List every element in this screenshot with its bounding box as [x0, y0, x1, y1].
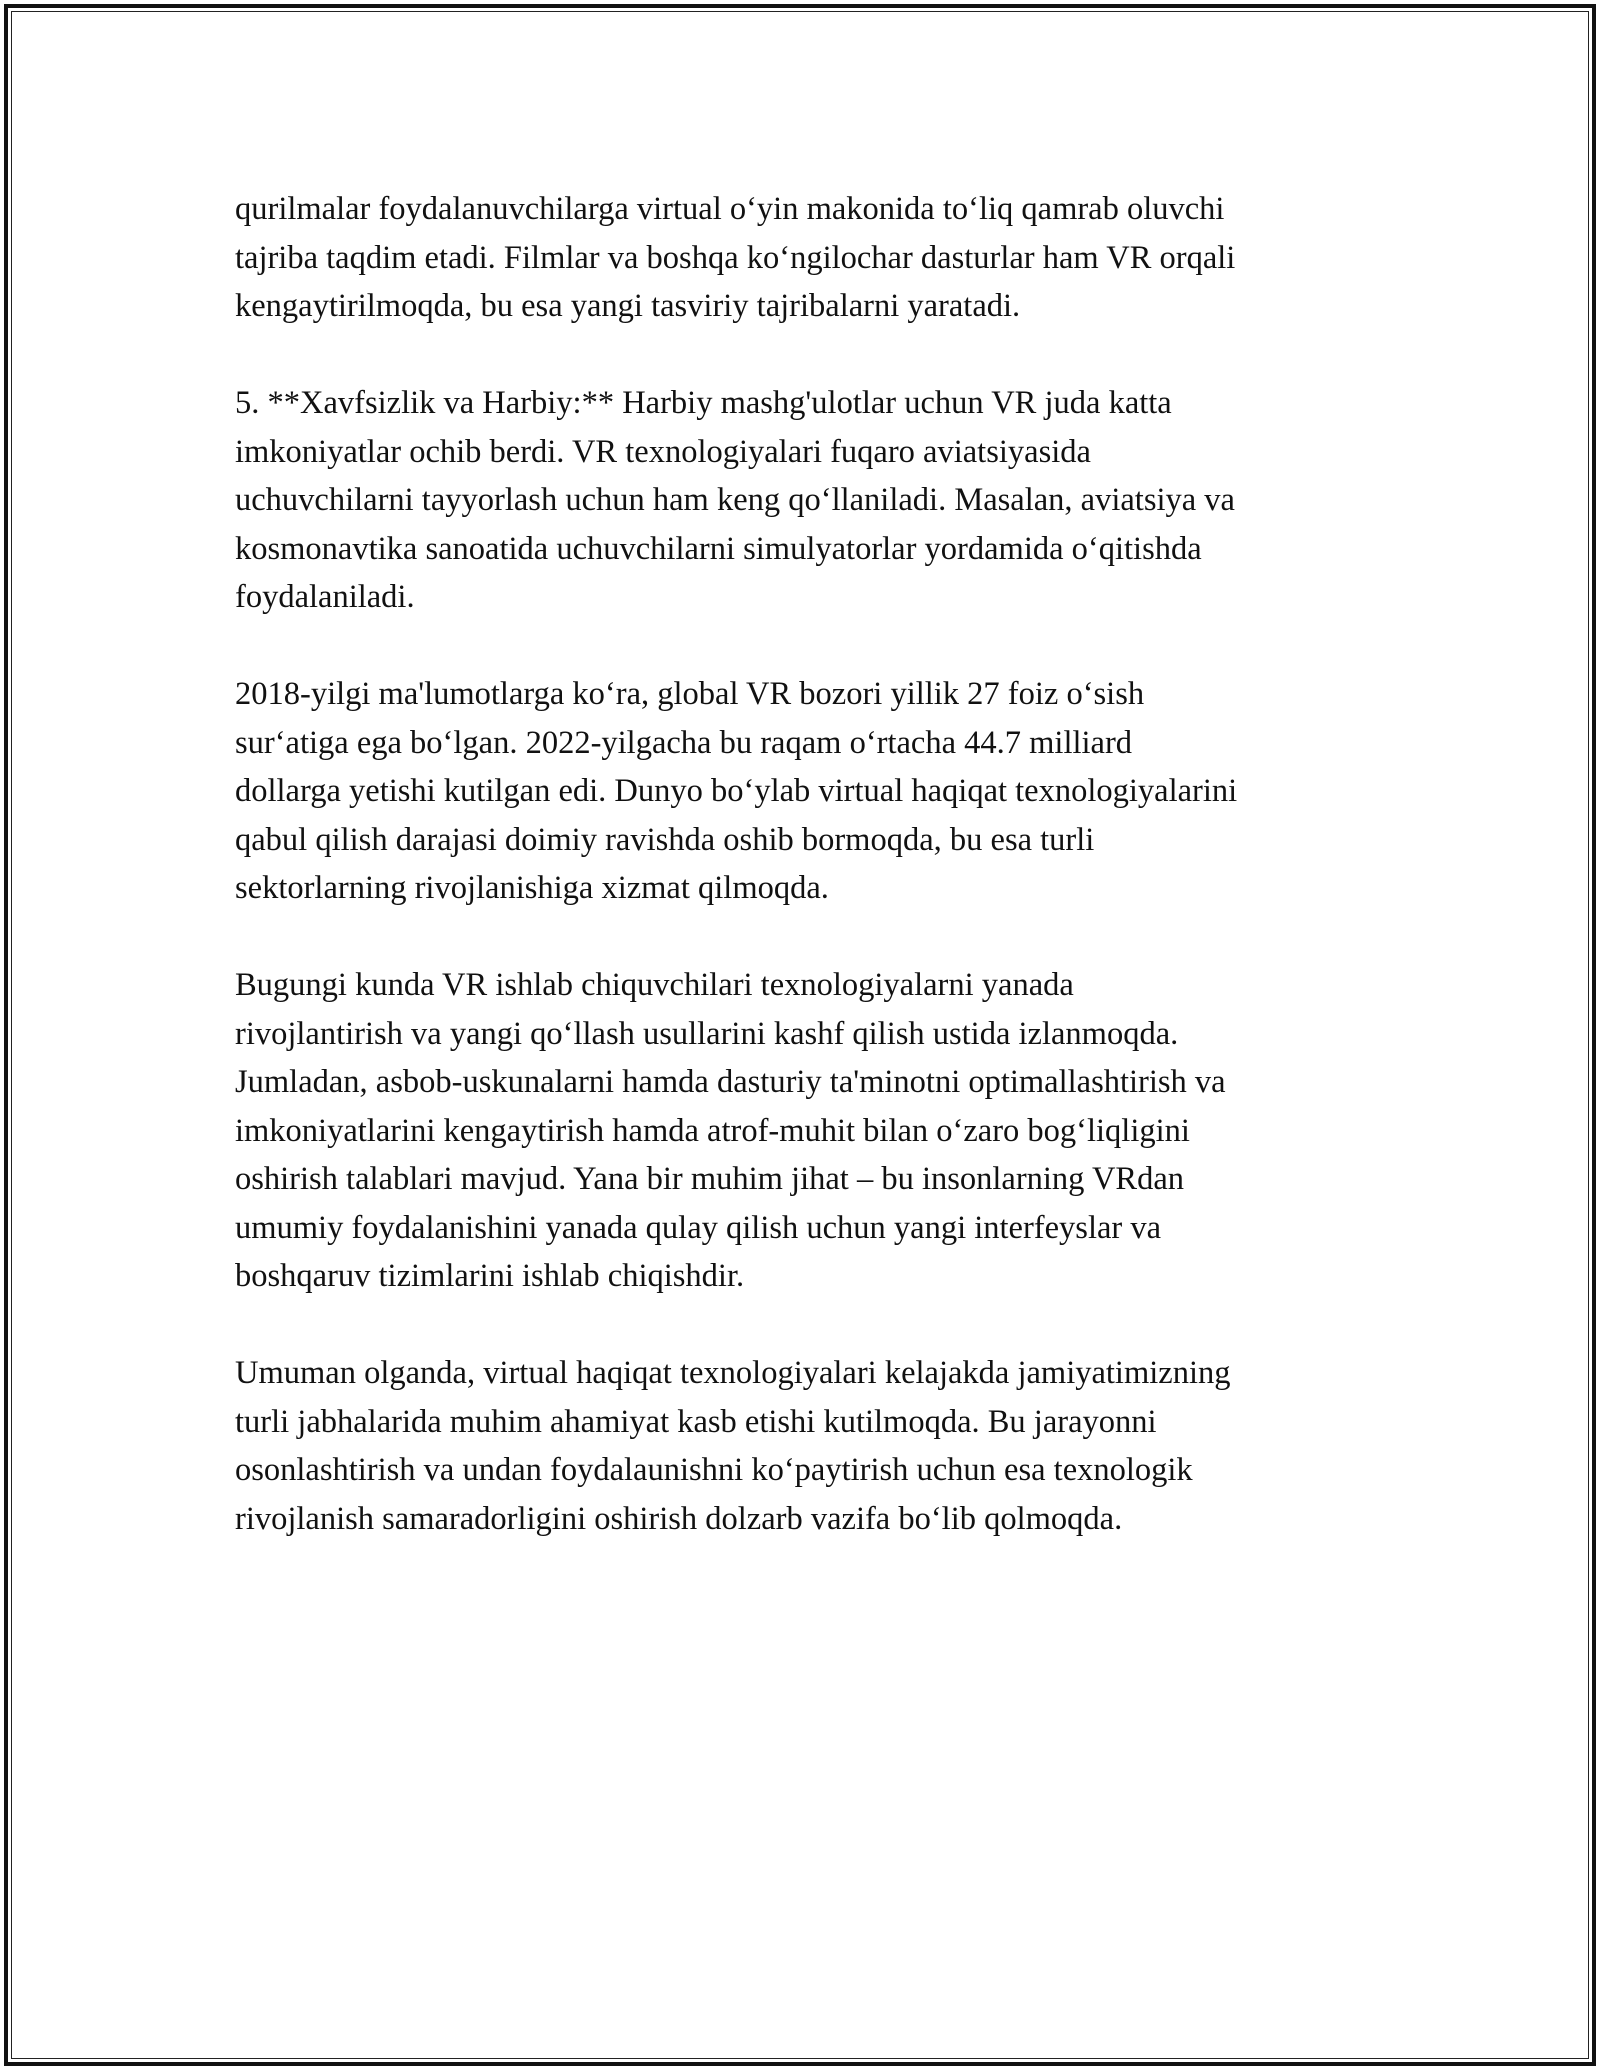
- text-line: qabul qilish darajasi doimiy ravishda oshib bormoqda, bu esa turli: [235, 821, 1095, 858]
- document-body: [235, 185, 1395, 1592]
- text-line: rivojlantirish va yangi qo‘llash usullarini kashf qilish ustida izlanmoqda.: [235, 1015, 1179, 1052]
- text-line: Bugungi kunda VR ishlab chiquvchilari texnologiyalarni yanada: [235, 967, 1074, 1003]
- text-line: sur‘atiga ega bo‘lgan. 2022-yilgacha bu raqam o‘rtacha 44.7 milliard: [235, 724, 1133, 761]
- text-line: Umuman olganda, virtual haqiqat texnologiyalari kelajakda jamiyatimizning: [235, 1355, 1231, 1391]
- text-line: oshirish talablari mavjud. Yana bir muhim jihat – bu insonlarning VRdan: [235, 1161, 1185, 1197]
- text-line: rivojlanish samaradorligini oshirish dolzarb vazifa bo‘lib qolmoqda.: [235, 1500, 1123, 1537]
- text-line: boshqaruv tizimlarini ishlab chiqishdir.: [235, 1258, 745, 1294]
- paragraph-4: [235, 961, 1395, 1301]
- text-line: qurilmalar foydalanuvchilarga virtual o‘yin makonida to‘liq qamrab oluvchi: [235, 191, 1225, 227]
- text-line: 2018-yilgi ma'lumotlarga ko‘ra, global VR bozori yillik 27 foiz o‘sish: [235, 676, 1145, 712]
- text-line: 5. **Xavfsizlik va Harbiy:** Harbiy mashg'ulotlar uchun VR juda katta: [235, 385, 1172, 421]
- text-line: kosmonavtika sanoatida uchuvchilarni simulyatorlar yordamida o‘qitishda: [235, 530, 1202, 567]
- paragraph-3: [235, 670, 1395, 913]
- text-line: tajriba taqdim etadi. Filmlar va boshqa ko‘ngilochar dasturlar ham VR orqali: [235, 239, 1236, 276]
- text-line: turli jabhalarida muhim ahamiyat kasb etishi kutilmoqda. Bu jarayonni: [235, 1403, 1157, 1440]
- text-line: kengaytirilmoqda, bu esa yangi tasviriy tajribalarni yaratadi.: [235, 288, 1021, 324]
- text-line: dollarga yetishi kutilgan edi. Dunyo bo‘ylab virtual haqiqat texnologiyalarini: [235, 773, 1238, 809]
- paragraph-5: [235, 1349, 1395, 1543]
- text-line: osonlashtirish va undan foydalaunishni ko‘paytirish uchun esa texnologik: [235, 1452, 1193, 1488]
- text-line: imkoniyatlar ochib berdi. VR texnologiyalari fuqaro aviatsiyasida: [235, 433, 1091, 470]
- text-line: uchuvchilarni tayyorlash uchun ham keng qo‘llaniladi. Masalan, aviatsiya va: [235, 482, 1235, 518]
- text-line: imkoniyatlarini kengaytirish hamda atrof-muhit bilan o‘zaro bog‘liqligini: [235, 1112, 1190, 1149]
- text-line: umumiy foydalanishini yanada qulay qilish uchun yangi interfeyslar va: [235, 1209, 1162, 1246]
- text-line: sektorlarning rivojlanishiga xizmat qilmoqda.: [235, 870, 829, 906]
- text-line: foydalaniladi.: [235, 579, 415, 615]
- paragraph-1: [235, 185, 1395, 331]
- paragraph-2: [235, 379, 1395, 622]
- text-line: Jumladan, asbob-uskunalarni hamda dasturiy ta'minotni optimallashtirish va: [235, 1064, 1226, 1100]
